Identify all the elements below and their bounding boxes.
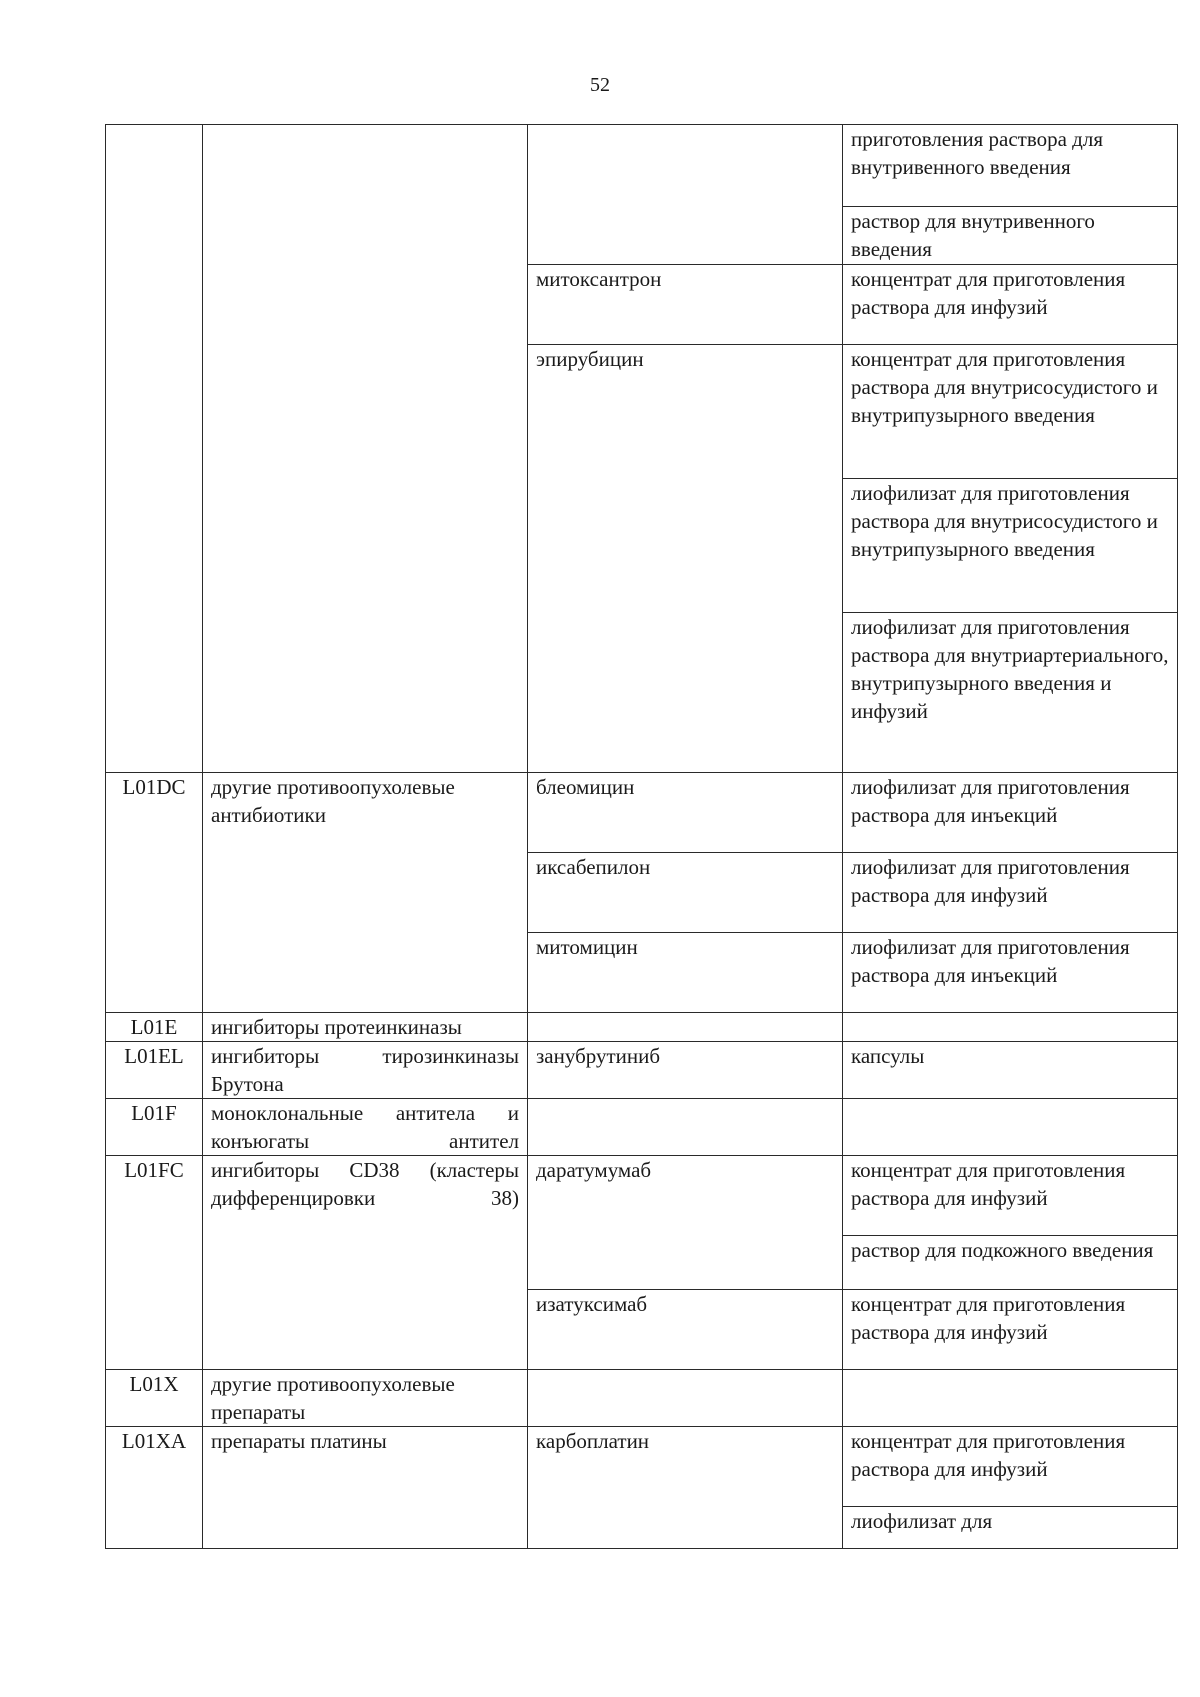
- dosage-form-cell: [843, 1370, 1178, 1427]
- group-name-cell: другие противоопухолевые препараты: [203, 1370, 528, 1427]
- dosage-form-cell: концентрат для приготовления раствора для внутрисосудистого и внутрипузырного введения: [843, 345, 1178, 479]
- table-row: [106, 1370, 1178, 1427]
- drug-name-cell: [528, 1370, 843, 1427]
- dosage-form-cell: приготовления раствора для внутривенного введения: [843, 125, 1178, 207]
- dosage-form-cell: концентрат для приготовления раствора для инфузий: [843, 1427, 1178, 1507]
- drug-name-cell: [528, 1013, 843, 1042]
- atc-code-cell: L01EL: [106, 1042, 203, 1099]
- atc-code-cell: L01FC: [106, 1156, 203, 1370]
- atc-code-cell: [106, 125, 203, 773]
- group-name-cell: другие противоопухолевые антибиотики: [203, 773, 528, 1013]
- page-number: 52: [590, 74, 610, 96]
- group-name-cell: моноклональные антитела и конъюгаты антител: [203, 1099, 528, 1156]
- dosage-form-cell: [843, 1013, 1178, 1042]
- dosage-form-cell: концентрат для приготовления раствора для инфузий: [843, 265, 1178, 345]
- atc-code-cell: L01XA: [106, 1427, 203, 1549]
- drug-name-cell: иксабепилон: [528, 853, 843, 933]
- dosage-form-cell: концентрат для приготовления раствора для инфузий: [843, 1290, 1178, 1370]
- drug-name-cell: [528, 125, 843, 265]
- drug-name-cell: митомицин: [528, 933, 843, 1013]
- table-row: [106, 1013, 1178, 1042]
- dosage-form-cell: лиофилизат для приготовления раствора для внутрисосудистого и внутрипузырного введения: [843, 479, 1178, 613]
- dosage-form-cell: [843, 1099, 1178, 1156]
- dosage-form-cell: лиофилизат для приготовления раствора для инъекций: [843, 933, 1178, 1013]
- drug-name-cell: митоксантрон: [528, 265, 843, 345]
- atc-code-cell: L01DC: [106, 773, 203, 1013]
- dosage-form-cell: лиофилизат для: [843, 1507, 1178, 1549]
- group-name-cell: ингибиторы CD38 (кластеры дифференцировки 38): [203, 1156, 528, 1370]
- drug-name-cell: даратумумаб: [528, 1156, 843, 1290]
- group-name-cell: [203, 125, 528, 773]
- drug-name-cell: [528, 1099, 843, 1156]
- table-row: [106, 773, 1178, 853]
- drug-name-cell: блеомицин: [528, 773, 843, 853]
- dosage-form-cell: капсулы: [843, 1042, 1178, 1099]
- drug-name-cell: занубрутиниб: [528, 1042, 843, 1099]
- drug-name-cell: эпирубицин: [528, 345, 843, 773]
- dosage-form-cell: раствор для внутривенного введения: [843, 207, 1178, 265]
- dosage-form-cell: лиофилизат для приготовления раствора для внутриартериального, внутрипузырного введения и инфузий: [843, 613, 1178, 773]
- dosage-form-cell: лиофилизат для приготовления раствора для инъекций: [843, 773, 1178, 853]
- atc-code-cell: L01X: [106, 1370, 203, 1427]
- dosage-form-cell: лиофилизат для приготовления раствора для инфузий: [843, 853, 1178, 933]
- group-name-cell: ингибиторы протеинкиназы: [203, 1013, 528, 1042]
- table-row: [106, 1156, 1178, 1236]
- table-row: [106, 1042, 1178, 1099]
- dosage-form-cell: концентрат для приготовления раствора для инфузий: [843, 1156, 1178, 1236]
- table-row: [106, 125, 1178, 207]
- drug-name-cell: карбоплатин: [528, 1427, 843, 1549]
- table-row: [106, 1099, 1178, 1156]
- atc-code-cell: L01E: [106, 1013, 203, 1042]
- group-name-cell: препараты платины: [203, 1427, 528, 1549]
- group-name-cell: ингибиторы тирозинкиназы Брутона: [203, 1042, 528, 1099]
- table-row: [106, 1427, 1178, 1507]
- drug-registry-table: [105, 124, 1178, 1549]
- dosage-form-cell: раствор для подкожного введения: [843, 1236, 1178, 1290]
- atc-code-cell: L01F: [106, 1099, 203, 1156]
- drug-name-cell: изатуксимаб: [528, 1290, 843, 1370]
